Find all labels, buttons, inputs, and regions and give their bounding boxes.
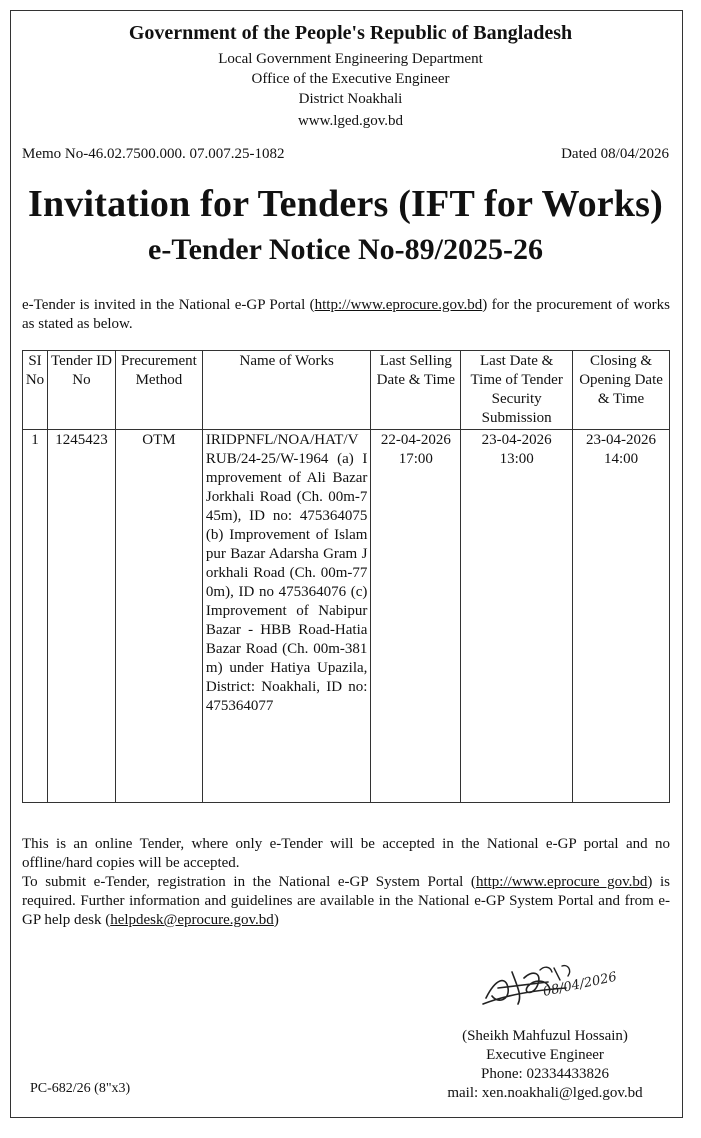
- memo-date: Dated 08/04/2026: [561, 146, 669, 162]
- intro-text-after: ) for the procurement of works as stated as below.: [22, 297, 670, 332]
- intro-text-before: e-Tender is invited in the National e-GP Portal (: [22, 297, 315, 313]
- cell-si: 1: [23, 430, 48, 803]
- footer-text-before: To submit e-Tender, registration in the National e-GP System Portal (: [22, 874, 476, 890]
- signature-block: [420, 1027, 670, 1103]
- egp-portal-link[interactable]: http://www.eprocure.gov.bd: [314, 297, 483, 313]
- header-security: Last Date & Time of Tender Security Submission: [461, 351, 573, 430]
- header-closing: Closing & Opening Date & Time: [573, 351, 670, 430]
- egp-portal-link-2[interactable]: http://www.eprocure gov.bd: [475, 874, 648, 890]
- header-selling: Last Selling Date & Time: [371, 351, 461, 430]
- security-date: 23-04-2026: [481, 432, 552, 448]
- handwritten-signature: [478, 958, 619, 1020]
- pc-reference: PC-682/26 (8"x3): [30, 1081, 131, 1096]
- helpdesk-email-link[interactable]: helpdesk@eprocure.gov.bd: [110, 912, 274, 928]
- signatory-email: mail: xen.noakhali@lged.gov.bd: [447, 1085, 643, 1101]
- header-method: Precurement Method: [115, 351, 202, 430]
- department-line: Local Government Engineering Department: [218, 51, 483, 67]
- closing-date: 23-04-2026: [586, 432, 657, 448]
- signatory-phone: Phone: 02334433826: [481, 1066, 609, 1082]
- footer-text-mid: ) is required. Further information and guidelines are available in the National e-GP System Portal and from e-GP help desk (: [22, 874, 670, 928]
- table-row: [23, 430, 670, 803]
- cell-security: [461, 430, 573, 803]
- cell-selling: [371, 430, 461, 803]
- district-line: District Noakhali: [298, 91, 403, 107]
- signature-date-text: 08/04/2026: [541, 969, 619, 1000]
- footer-paragraph: [22, 835, 670, 930]
- notice-title: Invitation for Tenders (IFT for Works): [27, 183, 664, 225]
- table-header-row: [23, 351, 670, 430]
- cell-works: IRIDPNFL/NOA/HAT/VRUB/24-25/W-1964 (a) Improvement of Ali Bazar Jorkhali Road (Ch. 00m-745m), ID no: 475364075 (b) Improvement of Islampur Bazar Adarsha Gram Jorkhali Road (Ch. 00m-770m), ID no 475364076 (c) Improvement of Nabipur Bazar - HBB Road-Hatia Bazar Road (Ch. 00m-381m) under Hatiya Upazila, District: Noakhali, ID no: 475364077: [202, 430, 371, 803]
- selling-time: 17:00: [398, 451, 433, 467]
- cell-tender-id: 1245423: [47, 430, 115, 803]
- selling-date: 22-04-2026: [380, 432, 451, 448]
- tender-table: [22, 350, 670, 803]
- footer-line-1: This is an online Tender, where only e-Tender will be accepted in the National e-GP portal and no offline/hard copies will be accepted.: [22, 836, 670, 871]
- cell-closing: [573, 430, 670, 803]
- signatory-name: (Sheikh Mahfuzul Hossain): [462, 1028, 628, 1044]
- notice-subtitle: e-Tender Notice No-89/2025-26: [148, 233, 543, 266]
- memo-number: Memo No-46.02.7500.000. 07.007.25-1082: [22, 146, 285, 162]
- website-line: www.lged.gov.bd: [297, 113, 404, 129]
- footer-text-after: ): [273, 912, 279, 928]
- closing-time: 14:00: [603, 451, 639, 467]
- signatory-designation: Executive Engineer: [486, 1047, 604, 1063]
- office-line: Office of the Executive Engineer: [251, 71, 450, 87]
- security-time: 13:00: [499, 451, 534, 467]
- header-works: Name of Works: [202, 351, 371, 430]
- header-tender-id: Tender ID No: [47, 351, 115, 430]
- government-title: Government of the People's Republic of Bangladesh: [128, 22, 573, 44]
- header-si: SI No: [23, 351, 48, 430]
- intro-paragraph: [22, 296, 670, 334]
- footer-line-2: [22, 873, 670, 930]
- cell-method: OTM: [115, 430, 202, 803]
